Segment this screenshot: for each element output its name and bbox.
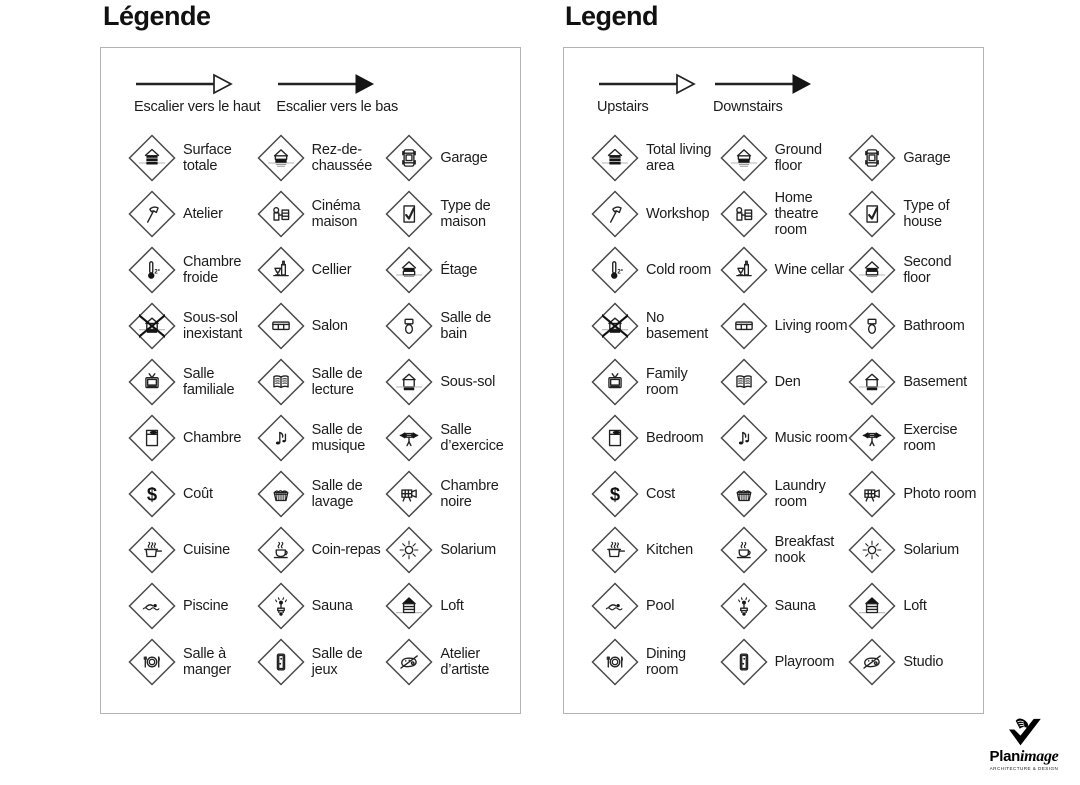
legend-item-label: Ground floor (774, 141, 822, 174)
legend-panel-en (563, 47, 984, 714)
loft-icon (848, 582, 896, 630)
no-basement-icon (591, 302, 639, 350)
legend-item (591, 410, 720, 466)
legend-item-label: Cold room (646, 261, 712, 278)
legend-item-label: Chambre (183, 429, 242, 446)
pool-icon (128, 582, 176, 630)
family-room-icon (128, 358, 176, 406)
legend-item (385, 466, 514, 522)
legend-item-label: Living room (774, 317, 848, 334)
legend-item (128, 242, 257, 298)
exercise-room-icon (848, 414, 896, 462)
logo-plan-text: Plan (989, 748, 1020, 765)
legend-item-label: Sous-sol (440, 373, 496, 390)
cost-icon (591, 470, 639, 518)
ground-floor-icon (720, 134, 768, 182)
legend-item (257, 242, 386, 298)
legend-item (257, 354, 386, 410)
legend-item-label: Breakfast nook (774, 533, 835, 566)
arrow-upstairs-en (597, 72, 697, 115)
studio-icon (848, 638, 896, 686)
legend-item (720, 298, 849, 354)
legend-item-label: Salle familiale (183, 365, 235, 398)
legend-item-label: Type de maison (440, 197, 491, 230)
legend-item (591, 634, 720, 690)
arrow-downstairs-en (713, 72, 813, 115)
legend-item (848, 186, 977, 242)
legend-panel-fr (100, 47, 521, 714)
type-of-house-icon (848, 190, 896, 238)
legend-item-label: No basement (646, 309, 709, 342)
den-icon (257, 358, 305, 406)
arrow-label: Escalier vers le bas (276, 99, 399, 115)
logo-image-text: image (1019, 748, 1059, 765)
legend-item (720, 466, 849, 522)
legend-item-label: Salle de jeux (311, 645, 363, 678)
legend-item (385, 354, 514, 410)
legend-item (257, 410, 386, 466)
studio-icon (385, 638, 433, 686)
legend-item-label: Cost (646, 485, 676, 502)
legend-item (591, 522, 720, 578)
garage-icon (848, 134, 896, 182)
legend-title-fr: Légende (103, 1, 211, 31)
legend-item (591, 354, 720, 410)
legend-item (848, 410, 977, 466)
cold-room-icon (591, 246, 639, 294)
legend-item-label: Second floor (903, 253, 952, 286)
music-room-icon (720, 414, 768, 462)
legend-item (848, 354, 977, 410)
playroom-icon (257, 638, 305, 686)
legend-item-label: Salle de lecture (311, 365, 363, 398)
legend-item (128, 186, 257, 242)
legend-item-label: Den (774, 373, 801, 390)
photo-room-icon (848, 470, 896, 518)
legend-item (720, 634, 849, 690)
garage-icon (385, 134, 433, 182)
legend-item-label: Coin-repas (311, 541, 381, 558)
legend-item (720, 242, 849, 298)
legend-grid-en (591, 130, 977, 690)
legend-item (128, 298, 257, 354)
upstairs-arrow-icon (134, 72, 234, 96)
legend-item (385, 522, 514, 578)
pool-icon (591, 582, 639, 630)
legend-item (848, 634, 977, 690)
arrow-label: Upstairs (597, 99, 649, 115)
legend-item (257, 298, 386, 354)
legend-item-label: Chambre froide (183, 253, 242, 286)
legend-item-label: Total living area (646, 141, 712, 174)
legend-item (591, 298, 720, 354)
playroom-icon (720, 638, 768, 686)
cold-room-icon (128, 246, 176, 294)
dining-room-icon (128, 638, 176, 686)
solarium-icon (848, 526, 896, 574)
legend-item (257, 578, 386, 634)
legend-item (591, 578, 720, 634)
legend-item (720, 522, 849, 578)
ground-floor-icon (257, 134, 305, 182)
bathroom-icon (848, 302, 896, 350)
legend-item-label: Home theatre room (774, 189, 819, 239)
type-of-house-icon (385, 190, 433, 238)
legend-item (257, 522, 386, 578)
legend-item (720, 186, 849, 242)
legend-item-label: Photo room (903, 485, 977, 502)
no-basement-icon (128, 302, 176, 350)
second-floor-icon (385, 246, 433, 294)
legend-item-label: Basement (903, 373, 968, 390)
bedroom-icon (591, 414, 639, 462)
home-theatre-icon (257, 190, 305, 238)
planimage-logo-mark-icon (1006, 718, 1042, 748)
legend-item-label: Surface totale (183, 141, 232, 174)
legend-item-label: Workshop (646, 205, 710, 222)
legend-item-label: Laundry room (774, 477, 826, 510)
kitchen-icon (591, 526, 639, 574)
legend-item (848, 578, 977, 634)
basement-icon (848, 358, 896, 406)
arrow-downstairs-fr (276, 72, 398, 115)
breakfast-nook-icon (720, 526, 768, 574)
upstairs-arrow-icon (597, 72, 697, 96)
cost-icon (128, 470, 176, 518)
legend-item-label: Sauna (311, 597, 353, 614)
legend-item (128, 410, 257, 466)
dining-room-icon (591, 638, 639, 686)
legend-item-label: Salle d’exercice (440, 421, 504, 454)
stair-arrows-en (597, 72, 813, 115)
legend-item (128, 578, 257, 634)
legend-item (591, 186, 720, 242)
planimage-logo (976, 718, 1072, 771)
basement-icon (385, 358, 433, 406)
legend-item (720, 410, 849, 466)
legend-item (591, 242, 720, 298)
downstairs-arrow-icon (276, 72, 376, 96)
legend-item-label: Salle de lavage (311, 477, 363, 510)
family-room-icon (591, 358, 639, 406)
legend-item-label: Rez-de-chaussée (311, 141, 373, 174)
arrow-label: Downstairs (713, 99, 783, 115)
workshop-icon (128, 190, 176, 238)
legend-item (385, 130, 514, 186)
legend-item-label: Dining room (646, 645, 686, 678)
home-theatre-icon (720, 190, 768, 238)
loft-icon (385, 582, 433, 630)
legend-item (720, 578, 849, 634)
legend-item (385, 242, 514, 298)
legend-item-label: Solarium (903, 541, 959, 558)
legend-item (720, 354, 849, 410)
wine-cellar-icon (257, 246, 305, 294)
living-room-icon (720, 302, 768, 350)
wine-cellar-icon (720, 246, 768, 294)
laundry-room-icon (257, 470, 305, 518)
legend-item-label: Pool (646, 597, 675, 614)
legend-item-label: Garage (903, 149, 951, 166)
legend-item (128, 466, 257, 522)
legend-item-label: Coût (183, 485, 213, 502)
legend-item (385, 634, 514, 690)
legend-item (591, 130, 720, 186)
legend-item-label: Étage (440, 261, 478, 278)
breakfast-nook-icon (257, 526, 305, 574)
legend-item-label: Atelier d’artiste (440, 645, 490, 678)
legend-item-label: Bedroom (646, 429, 704, 446)
legend-item (385, 298, 514, 354)
legend-item (385, 410, 514, 466)
legend-item-label: Music room (774, 429, 848, 446)
laundry-room-icon (720, 470, 768, 518)
legend-item (257, 186, 386, 242)
legend-item (848, 298, 977, 354)
planimage-logo-text (990, 749, 1059, 765)
legend-item (128, 354, 257, 410)
arrow-label: Escalier vers le haut (134, 99, 261, 115)
legend-item (128, 634, 257, 690)
legend-item (257, 634, 386, 690)
legend-title-en: Legend (565, 1, 659, 31)
legend-item-label: Kitchen (646, 541, 693, 558)
photo-room-icon (385, 470, 433, 518)
legend-item-label: Salon (311, 317, 348, 334)
legend-item-label: Cellier (311, 261, 352, 278)
legend-item (257, 466, 386, 522)
legend-item-label: Piscine (183, 597, 229, 614)
sauna-icon (257, 582, 305, 630)
legend-grid-fr (128, 130, 514, 690)
workshop-icon (591, 190, 639, 238)
den-icon (720, 358, 768, 406)
legend-item-label: Exercise room (903, 421, 958, 454)
total-living-area-icon (591, 134, 639, 182)
legend-item-label: Bathroom (903, 317, 965, 334)
legend-item-label: Playroom (774, 653, 835, 670)
sauna-icon (720, 582, 768, 630)
legend-item-label: Salle de musique (311, 421, 366, 454)
legend-item-label: Salle de bain (440, 309, 492, 342)
second-floor-icon (848, 246, 896, 294)
legend-item (591, 466, 720, 522)
legend-item-label: Cinéma maison (311, 197, 361, 230)
bathroom-icon (385, 302, 433, 350)
legend-item (848, 242, 977, 298)
legend-item (848, 466, 977, 522)
legend-item (385, 186, 514, 242)
legend-item-label: Salle à manger (183, 645, 231, 678)
exercise-room-icon (385, 414, 433, 462)
total-living-area-icon (128, 134, 176, 182)
bedroom-icon (128, 414, 176, 462)
legend-item (848, 130, 977, 186)
legend-item (128, 522, 257, 578)
solarium-icon (385, 526, 433, 574)
legend-item-label: Type of house (903, 197, 950, 230)
kitchen-icon (128, 526, 176, 574)
arrow-upstairs-fr (134, 72, 260, 115)
legend-item (720, 130, 849, 186)
legend-item-label: Chambre noire (440, 477, 499, 510)
legend-item-label: Loft (440, 597, 464, 614)
legend-item (257, 130, 386, 186)
legend-item-label: Sauna (774, 597, 816, 614)
legend-item-label: Garage (440, 149, 488, 166)
stair-arrows-fr (134, 72, 398, 115)
logo-tagline: ARCHITECTURE & DESIGN (989, 766, 1059, 771)
legend-item-label: Cuisine (183, 541, 230, 558)
legend-item-label: Studio (903, 653, 944, 670)
legend-item-label: Sous-sol inexistant (183, 309, 243, 342)
legend-item (128, 130, 257, 186)
music-room-icon (257, 414, 305, 462)
legend-item-label: Atelier (183, 205, 223, 222)
legend-item-label: Wine cellar (774, 261, 845, 278)
legend-item-label: Family room (646, 365, 688, 398)
legend-item (848, 522, 977, 578)
downstairs-arrow-icon (713, 72, 813, 96)
legend-item-label: Solarium (440, 541, 496, 558)
living-room-icon (257, 302, 305, 350)
legend-item-label: Loft (903, 597, 927, 614)
legend-item (385, 578, 514, 634)
